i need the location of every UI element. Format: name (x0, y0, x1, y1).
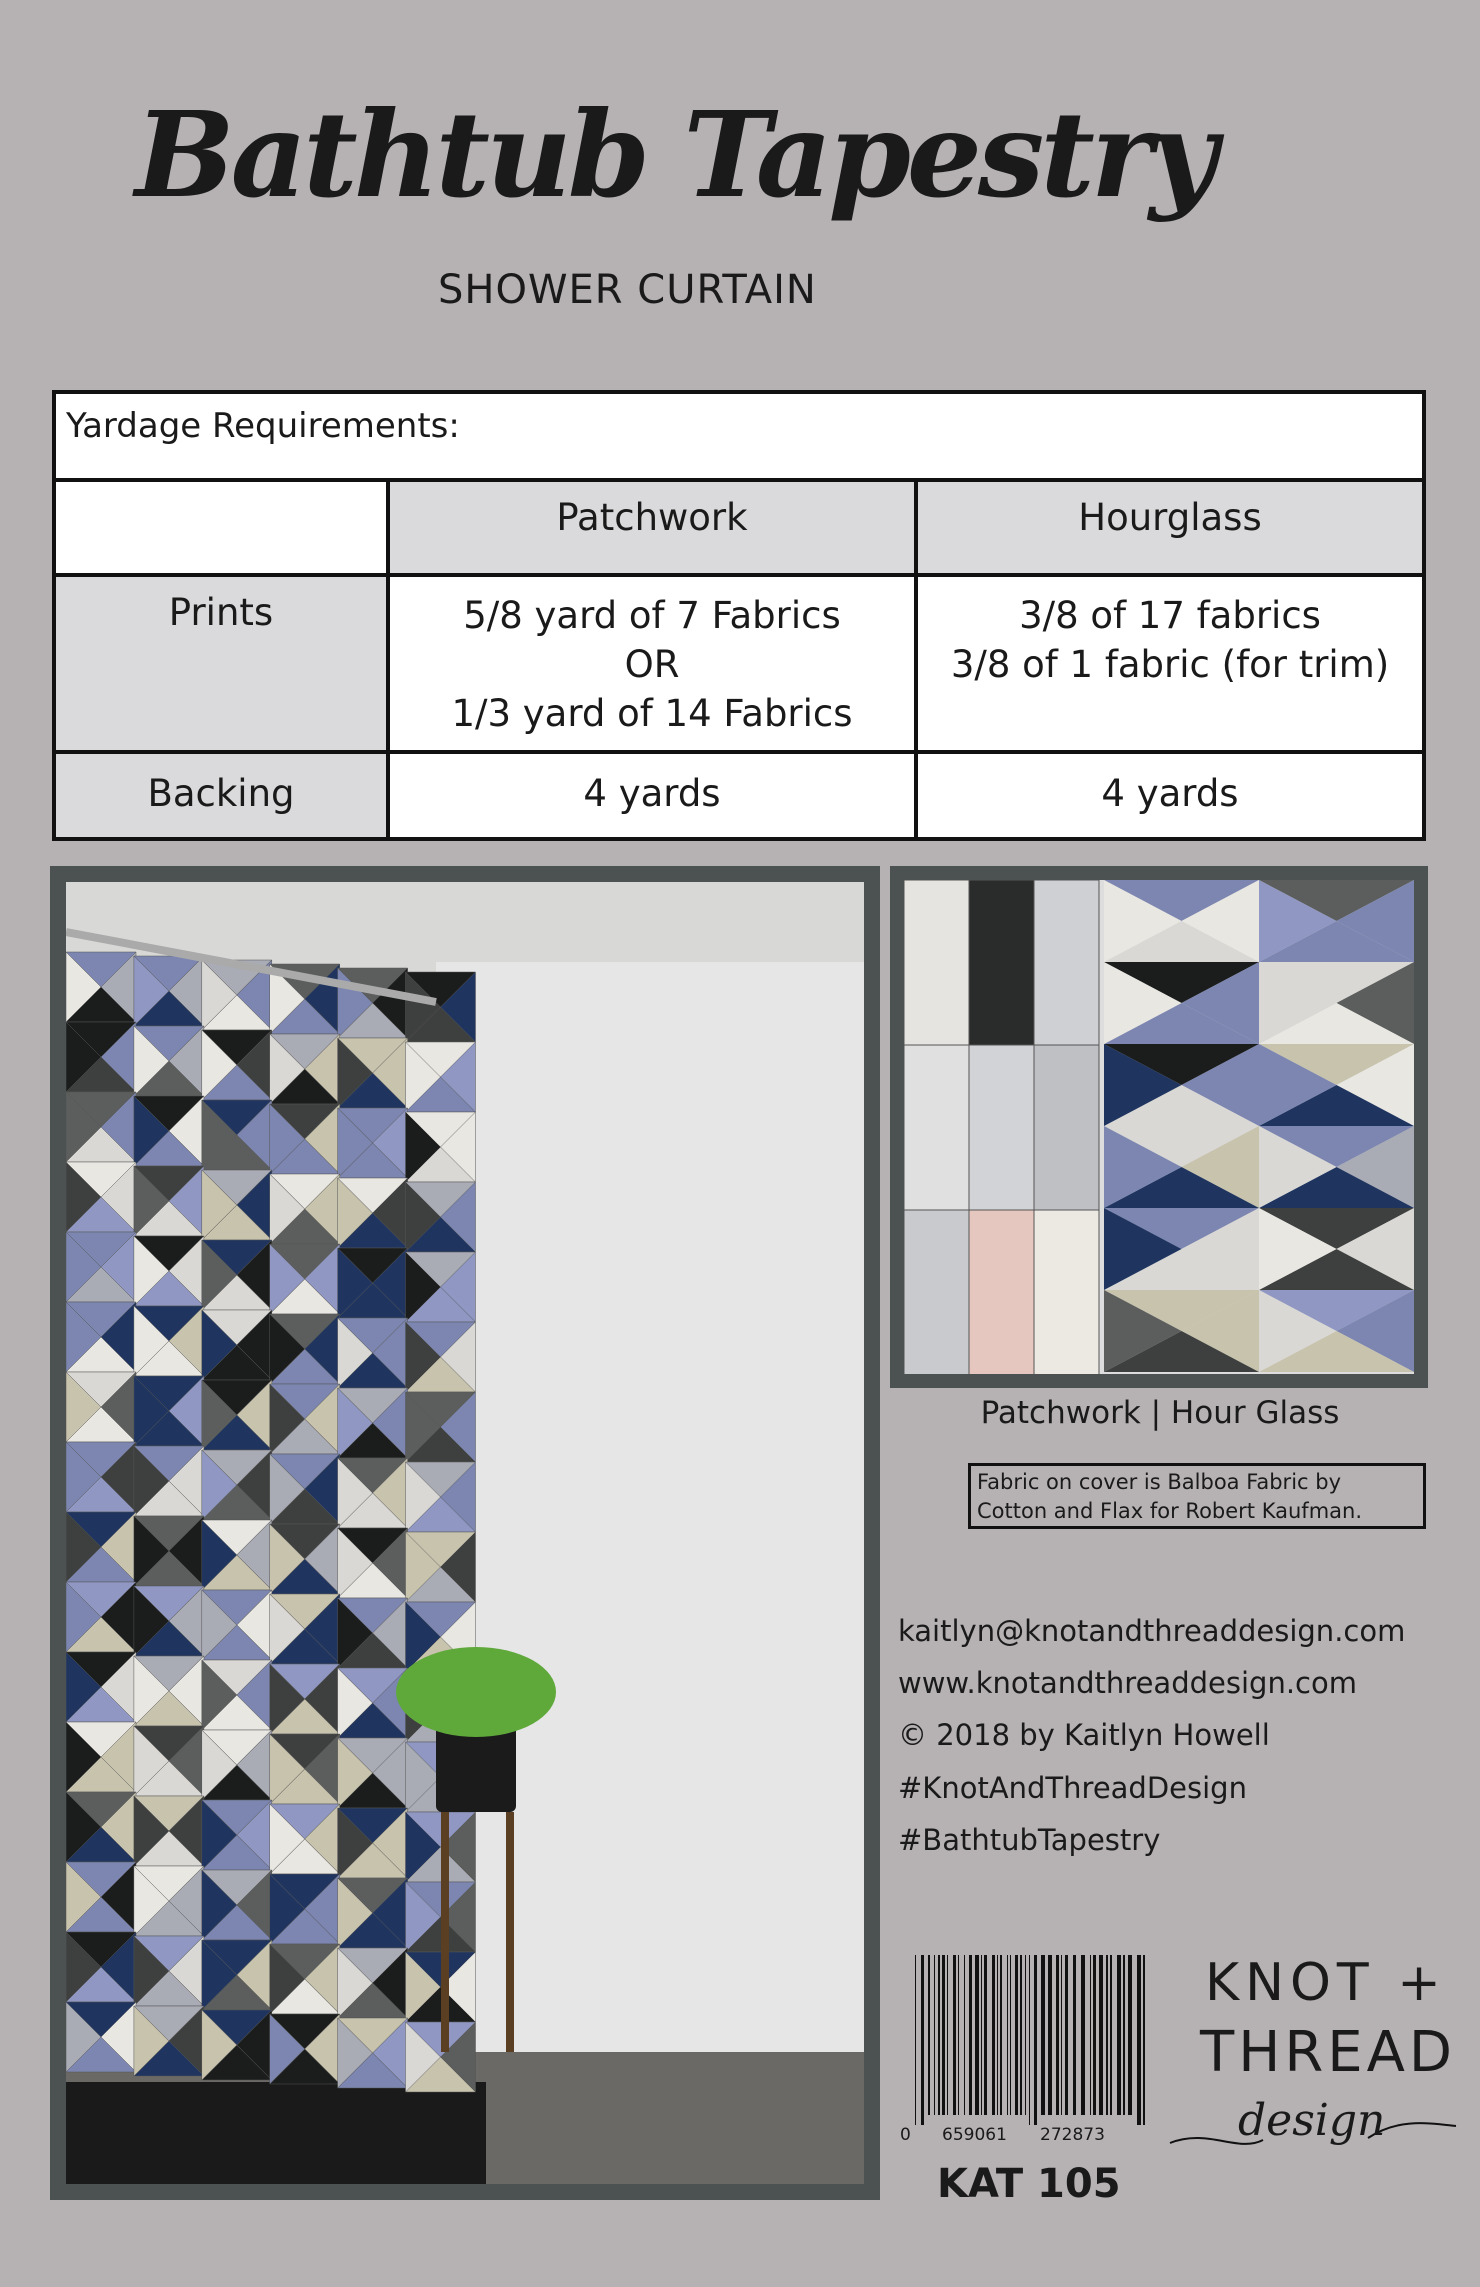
quilt-detail-photo (904, 880, 1414, 1374)
barcode-bar (1081, 1955, 1085, 2115)
barcode-bar (1093, 1955, 1096, 2115)
barcode-bar (934, 1955, 935, 2115)
barcode-bar (921, 1955, 924, 2125)
barcode-bar (1020, 1955, 1022, 2115)
barcode-bar (1010, 1955, 1011, 2115)
note-line: Cotton and Flax for Robert Kaufman. (977, 1499, 1363, 1523)
cell-line: 3/8 of 1 fabric (for trim) (950, 643, 1390, 686)
row-label-backing: Backing (54, 752, 388, 839)
logo-knot: KNOT + (1205, 1953, 1447, 2013)
col-header-patchwork: Patchwork (388, 480, 916, 575)
backing-patchwork: 4 yards (388, 752, 916, 839)
page-subtitle: SHOWER CURTAIN (438, 267, 817, 313)
prints-hourglass (916, 575, 1424, 752)
photo-caption: Patchwork | Hour Glass (980, 1395, 1340, 1431)
barcode-bar (1056, 1955, 1059, 2115)
copyright: © 2018 by Kaitlyn Howell (898, 1718, 1270, 1752)
cell-line: 3/8 of 17 fabrics (1019, 594, 1321, 637)
patchwork-block (904, 1210, 969, 1374)
barcode-digit: 0 (900, 2125, 911, 2145)
wall-right (436, 962, 864, 2062)
barcode-bar (915, 1955, 916, 2125)
barcode-digits (900, 2125, 1130, 2145)
barcode-bar (992, 1955, 995, 2115)
patchwork-block (1034, 1045, 1099, 1210)
fabric-note (968, 1463, 1426, 1529)
detail-photo-frame (890, 866, 1428, 1388)
cell-line: 1/3 yard of 14 Fabrics (451, 692, 853, 735)
website-link[interactable]: www.knotandthreaddesign.com (898, 1666, 1357, 1700)
main-photo-frame (50, 866, 880, 2200)
yardage-heading: Yardage Requirements: (54, 392, 1424, 480)
barcode-bar (1099, 1955, 1103, 2115)
barcode-bar (984, 1955, 987, 2115)
shower-curtain-photo (66, 882, 864, 2184)
barcode-bar (1034, 1955, 1037, 2125)
backing-hourglass: 4 yards (916, 752, 1424, 839)
barcode-digit: 272873 (1040, 2125, 1105, 2145)
sku-label: KAT 105 (937, 2161, 1121, 2207)
note-line: Fabric on cover is Balboa Fabric by (977, 1470, 1342, 1494)
patchwork-block (1034, 880, 1099, 1045)
barcode-bar (1117, 1955, 1121, 2115)
stand-leg (441, 1812, 449, 2052)
barcode-bar (1000, 1955, 1002, 2115)
barcode-bar (981, 1955, 982, 2115)
barcode-bar (938, 1955, 940, 2115)
barcode-bar (1061, 1955, 1062, 2115)
barcode-bar (1090, 1955, 1091, 2115)
barcode (915, 1955, 1150, 2125)
empty-cell (54, 480, 388, 575)
cell-line: 5/8 yard of 7 Fabrics (463, 594, 841, 637)
yardage-table (52, 390, 1426, 841)
barcode-bar (1025, 1955, 1026, 2115)
barcode-bar (1137, 1955, 1141, 2125)
barcode-bar (928, 1955, 930, 2115)
stand-leg (506, 1812, 514, 2052)
patchwork-block (969, 1210, 1034, 1374)
barcode-bar (942, 1955, 945, 2115)
barcode-bar (1029, 1955, 1030, 2125)
barcode-bar (1123, 1955, 1125, 2115)
plant (396, 1647, 556, 1737)
barcode-bar (953, 1955, 956, 2115)
barcode-digit: 659061 (942, 2125, 1007, 2145)
barcode-bar (958, 1955, 959, 2115)
page-title: Bathtub Tapestry (135, 85, 1214, 224)
prints-patchwork (388, 575, 916, 752)
barcode-bar (1143, 1955, 1145, 2125)
barcode-bar (964, 1955, 965, 2115)
email-link[interactable]: kaitlyn@knotandthreaddesign.com (898, 1614, 1406, 1648)
barcode-bar (1015, 1955, 1018, 2115)
barcode-bar (1073, 1955, 1076, 2115)
barcode-bar (1041, 1955, 1045, 2115)
barcode-bar (1007, 1955, 1008, 2115)
hashtag: #BathtubTapestry (898, 1823, 1161, 1857)
barcode-bar (1110, 1955, 1112, 2115)
barcode-bar (1048, 1955, 1052, 2115)
patchwork-block (904, 1045, 969, 1210)
logo-thread: THREAD (1200, 2020, 1457, 2085)
barcode-bar (947, 1955, 948, 2115)
patchwork-block (904, 880, 969, 1045)
patchwork-block (969, 880, 1034, 1045)
barcode-bar (969, 1955, 972, 2115)
barcode-bar (975, 1955, 979, 2115)
patchwork-block (969, 1045, 1034, 1210)
barcode-bar (1106, 1955, 1108, 2115)
barcode-bar (997, 1955, 998, 2115)
hashtag: #KnotAndThreadDesign (898, 1771, 1247, 1805)
barcode-bar (1128, 1955, 1132, 2115)
patchwork-block (1034, 1210, 1099, 1374)
barcode-bar (1065, 1955, 1068, 2115)
logo-design: design (1238, 2095, 1386, 2146)
cell-line: OR (624, 643, 680, 686)
bath-mat (66, 2082, 486, 2184)
row-label-prints: Prints (54, 575, 388, 752)
col-header-hourglass: Hourglass (916, 480, 1424, 575)
